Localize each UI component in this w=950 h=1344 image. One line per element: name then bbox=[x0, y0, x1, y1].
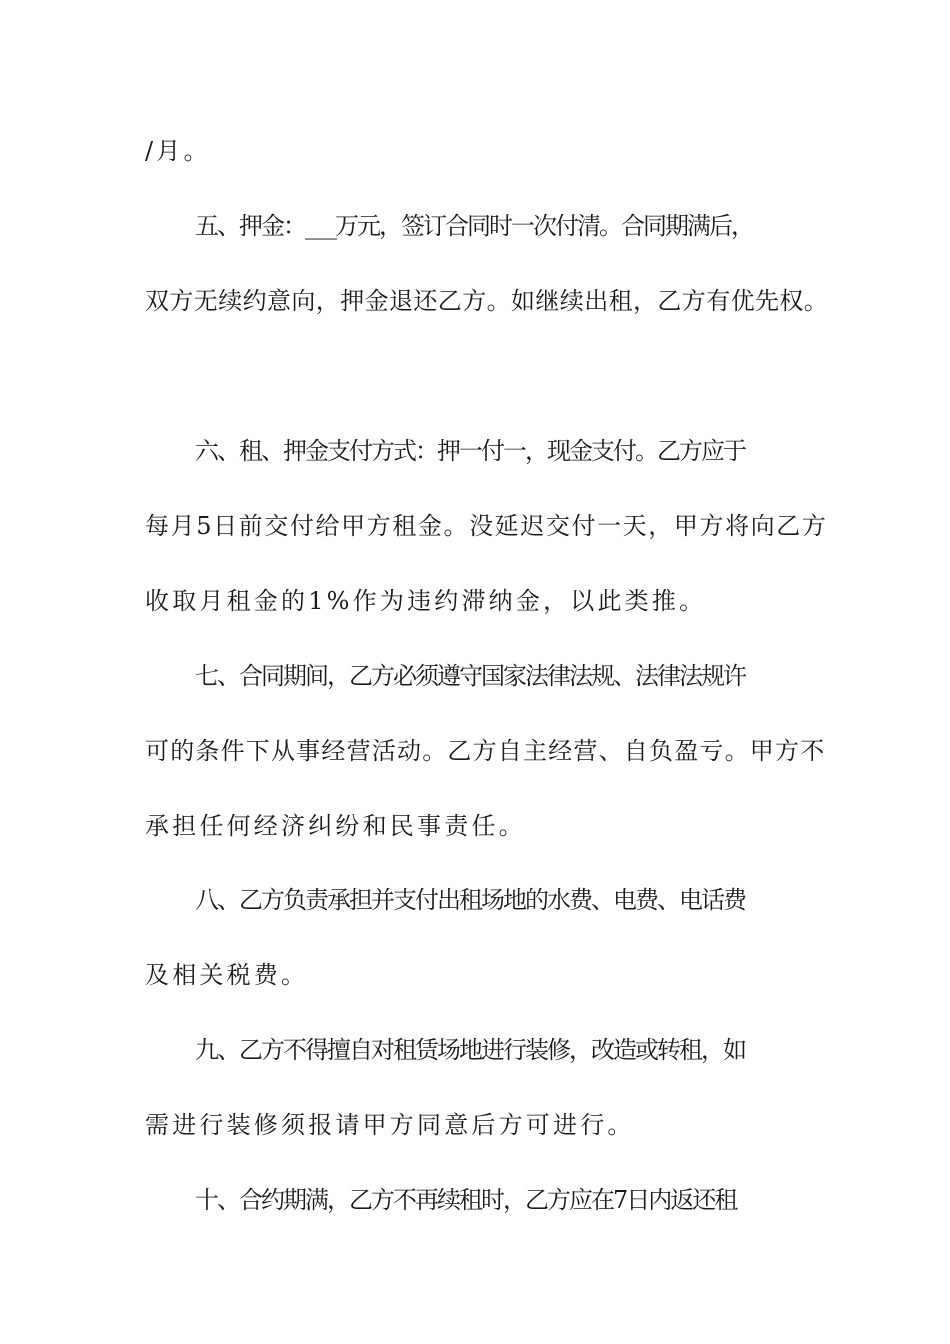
clause-10-line-1: 十、合约期满，乙方不再续租时，乙方应在7日内返还租 bbox=[195, 1186, 737, 1214]
clause-9-line-1: 九、乙方不得擅自对租赁场地进行装修，改造或转租，如 bbox=[195, 1036, 745, 1064]
clause-8-line-1: 八、乙方负责承担并支付出租场地的水费、电费、电话费 bbox=[195, 886, 745, 914]
clause-5-line-1: 五、押金：___万元，签订合同时一次付清。合同期满后， bbox=[195, 212, 753, 240]
clause-6-line-1: 六、租、押金支付方式：押一付一，现金支付。乙方应于 bbox=[195, 437, 745, 465]
clause-8-line-2: 及相关税费。 bbox=[145, 961, 309, 989]
clause-7-line-1: 七、合同期间，乙方必须遵守国家法律法规、法律法规许 bbox=[195, 662, 745, 690]
clause-9-line-2: 需进行装修须报请甲方同意后方可进行。 bbox=[145, 1111, 635, 1139]
clause-7-line-2: 可的条件下从事经营活动。乙方自主经营、自负盈亏。甲方不 bbox=[145, 737, 826, 765]
clause-6-line-2: 每月5日前交付给甲方租金。没延迟交付一天，甲方将向乙方 bbox=[145, 512, 828, 540]
clause-5-line-2: 双方无续约意向，押金退还乙方。如继续出租，乙方有优先权。 bbox=[145, 287, 829, 315]
clause-7-line-3: 承担任何经济纠纷和民事责任。 bbox=[145, 812, 526, 840]
clause-6-line-3: 收取月租金的1%作为违约滞纳金，以此类推。 bbox=[145, 587, 707, 615]
text-line: /月。 bbox=[145, 137, 211, 165]
